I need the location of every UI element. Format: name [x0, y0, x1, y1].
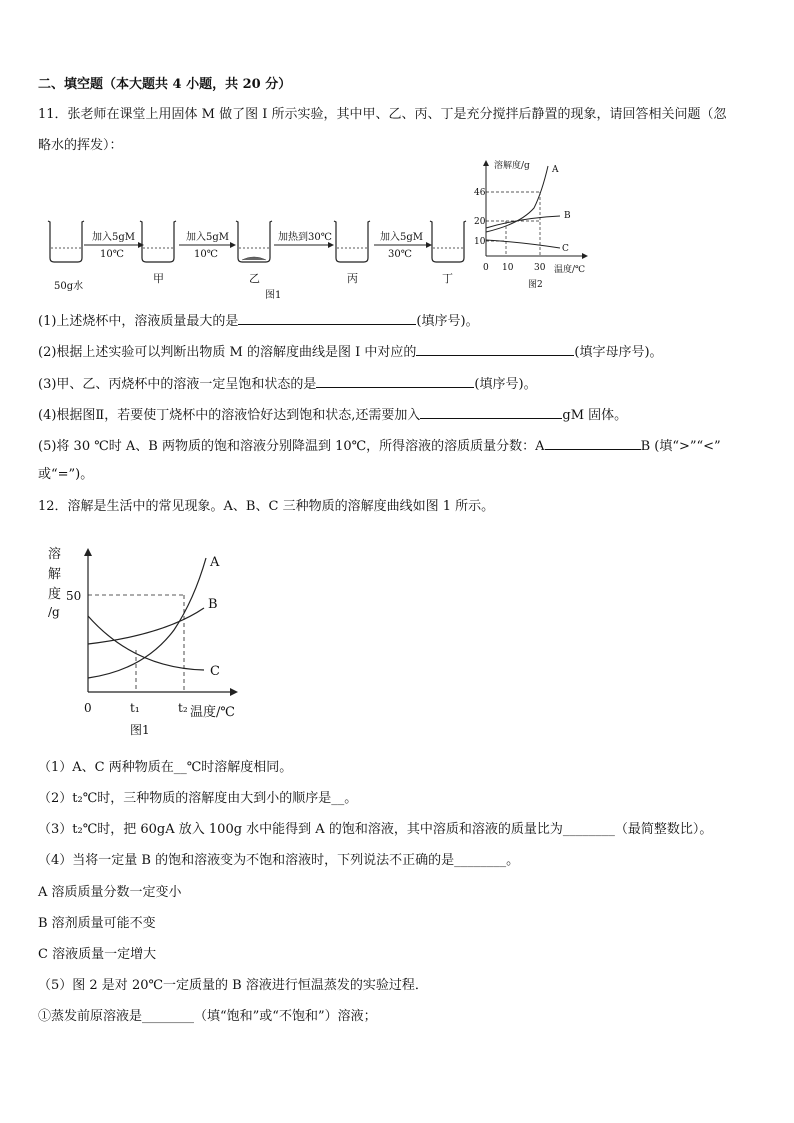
- q12-chart: [44, 540, 254, 740]
- q11-part-1-hint: (填序号)。: [416, 314, 479, 329]
- q11-part-4-text: (4)根据图Ⅱ，若要使丁烧杯中的溶液恰好达到饱和状态,还需要加入: [38, 408, 421, 423]
- q11-part-2-hint: (填字母序号)。: [574, 345, 663, 360]
- q11-part-5-text: (5)将 30 ℃时 A、B 两物质的饱和溶液分别降温到 10℃，所得溶液的溶质质量分数：A: [38, 439, 545, 454]
- q12-part-5-1: ①蒸发前原溶液是________（填“饱和”或“不饱和”）溶液；: [38, 1009, 377, 1024]
- step-arrow-4: [374, 230, 432, 260]
- beaker-bing-label: 丙: [347, 272, 358, 285]
- q12-option-c: C 溶液质量一定增大: [38, 947, 157, 962]
- q11-part-3-answer-blank[interactable]: [316, 374, 474, 388]
- beaker-yi: [236, 221, 272, 285]
- q11-part-5-answer-blank[interactable]: [545, 436, 641, 450]
- q12-stem: 12．溶解是生活中的常见现象。A、B、C 三种物质的溶解度曲线如图 1 所示。: [38, 499, 495, 514]
- q12-ylabel-2: 解: [48, 567, 62, 582]
- q12-xtick-t1: t₁: [130, 701, 140, 715]
- q11-part-2-text: (2)根据上述实验可以判断出物质 M 的溶解度曲线是图 I 中对应的: [38, 345, 417, 360]
- q12-caption: 图1: [130, 723, 150, 737]
- q12-option-b: B 溶剂质量可能不变: [38, 916, 156, 931]
- q12-ylabel-3: 度: [48, 587, 62, 602]
- step-arrow-2: [179, 230, 236, 260]
- q12-option-a: A 溶质质量分数一定变小: [38, 885, 182, 900]
- q12-curve-b: [88, 608, 204, 644]
- fig1-caption: 图1: [265, 290, 282, 301]
- section-title: 二、填空题（本大题共 4 小题，共 20 分）: [38, 77, 292, 92]
- fig2-ytick-46: 46: [474, 188, 486, 198]
- q11-part-4-answer-blank[interactable]: [420, 405, 562, 419]
- q12-part-5: （5）图 2 是对 20℃一定质量的 B 溶液进行恒温蒸发的实验过程．: [38, 978, 428, 993]
- q12-part-1: （1）A、C 两种物质在__℃时溶解度相同。: [38, 760, 293, 775]
- fig2-ytick-10: 10: [474, 237, 486, 247]
- q11-part-3-text: (3)甲、乙、丙烧杯中的溶液一定呈饱和状态的是: [38, 377, 317, 392]
- beaker-start-label: 50g水: [54, 281, 84, 292]
- step-1-bottom: 10℃: [100, 249, 124, 260]
- beaker-bing: [334, 221, 370, 285]
- q11-stem-line2: 略水的挥发）：: [38, 138, 123, 153]
- q11-stem-line1: 11．张老师在课堂上用固体 M 做了图 I 所示实验，其中甲、乙、丙、丁是充分搅拌后静置的现象，请回答相关问题（忽: [38, 107, 727, 122]
- q12-label-c: C: [210, 664, 220, 679]
- beaker-ding: [430, 221, 466, 285]
- q11-part-1-text: (1)上述烧杯中，溶液质量最大的是: [38, 314, 239, 329]
- beaker-start: [48, 221, 84, 292]
- fig2-label-c: C: [562, 244, 569, 254]
- q11-part-4-hint: gM 固体。: [562, 408, 628, 423]
- q12-label-b: B: [208, 597, 218, 612]
- fig2-curve-a: [486, 166, 548, 232]
- fig2-ylabel: 溶解度/g: [494, 161, 530, 171]
- fig2-label-a: A: [552, 165, 559, 175]
- q11-part-1-answer-blank[interactable]: [238, 311, 416, 325]
- step-4-bottom: 30℃: [388, 249, 412, 260]
- fig2-xlabel: 温度/℃: [554, 265, 586, 275]
- step-arrow-1: [84, 230, 144, 260]
- q11-part-5: [38, 436, 721, 456]
- fig2-ytick-20: 20: [474, 217, 486, 227]
- beaker-jia-label: 甲: [153, 272, 164, 285]
- q11-part-3-hint: (填序号)。: [474, 377, 537, 392]
- step-2-top: 加入5gM: [186, 232, 230, 243]
- step-3-top: 加热到30℃: [278, 232, 332, 243]
- q11-part-5-hint: B (填“>”“<”: [640, 439, 721, 454]
- q11-figure-2: [470, 156, 598, 294]
- q11-part-1: [38, 311, 479, 331]
- q12-xlabel: 温度/℃: [190, 705, 235, 720]
- q12-curve-c: [88, 616, 204, 670]
- q12-ylabel-1: 溶: [48, 547, 62, 562]
- fig2-label-b: B: [564, 211, 571, 221]
- q11-figure-1: [40, 212, 480, 304]
- q12-part-3: （3）t₂℃时，把 60gA 放入 100g 水中能得到 A 的饱和溶液，其中溶质和溶液的质量比为________（最简整数比）。: [38, 822, 713, 837]
- q12-part-4: （4）当将一定量 B 的饱和溶液变为不饱和溶液时，下列说法不正确的是________。: [38, 853, 520, 868]
- fig2-xtick-10: 10: [502, 263, 514, 273]
- q11-part-2: [38, 342, 663, 362]
- fig2-xtick-30: 30: [534, 263, 546, 273]
- beaker-jia: [140, 221, 176, 285]
- beaker-ding-label: 丁: [442, 272, 453, 285]
- q12-ytick-50: 50: [66, 589, 82, 603]
- fig2-xtick-0: 0: [483, 263, 489, 273]
- q12-label-a: A: [210, 555, 220, 570]
- q12-curve-a: [88, 558, 206, 678]
- step-arrow-3: [274, 230, 334, 248]
- q11-part-2-answer-blank[interactable]: [416, 342, 574, 356]
- step-4-top: 加入5gM: [380, 232, 424, 243]
- q11-part-3: [38, 374, 537, 394]
- fig2-caption: 图2: [528, 280, 543, 290]
- q12-part-2: （2）t₂℃时，三种物质的溶解度由大到小的顺序是__。: [38, 791, 358, 806]
- step-1-top: 加入5gM: [92, 232, 136, 243]
- q11-part-4: [38, 405, 627, 425]
- beaker-yi-label: 乙: [249, 272, 260, 285]
- q12-ylabel-4: /g: [48, 605, 60, 619]
- q12-xtick-t2: t₂: [178, 701, 188, 715]
- q12-xtick-0: 0: [84, 701, 92, 715]
- step-2-bottom: 10℃: [194, 249, 218, 260]
- q11-part-5-cont: 或“=”)。: [38, 467, 94, 482]
- fig2-curve-c: [486, 240, 560, 248]
